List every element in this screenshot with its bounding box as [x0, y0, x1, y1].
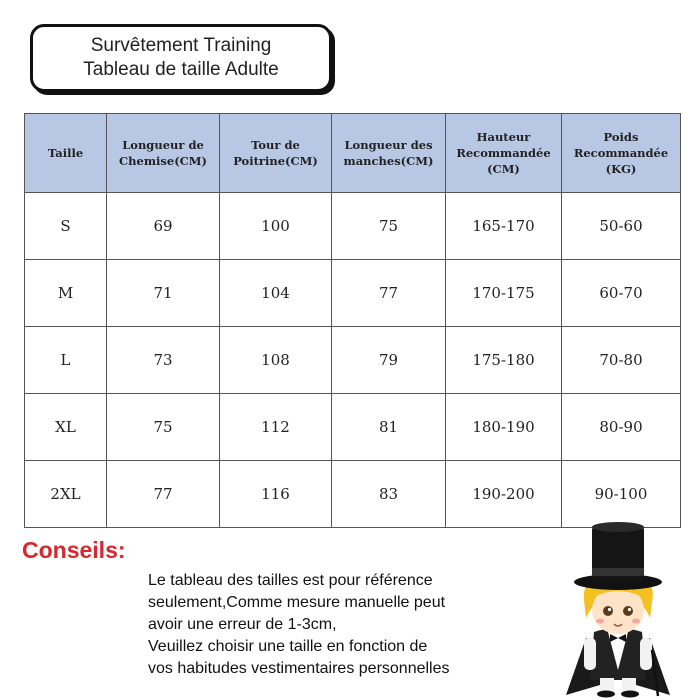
table-cell: 79: [332, 327, 446, 394]
table-cell: 81: [332, 394, 446, 461]
column-header: [332, 114, 446, 193]
conseils-line: seulement,Comme mesure manuelle peut: [148, 594, 446, 611]
table-cell: 73: [107, 327, 220, 394]
column-header-line: Chemise(CM): [119, 154, 207, 168]
conseils-line: Le tableau des tailles est pour référence: [148, 572, 433, 589]
table-row: [25, 327, 681, 394]
column-header-line: (KG): [605, 162, 637, 176]
table-cell: 175-180: [446, 327, 562, 394]
conseils-title: Conseils:: [22, 537, 126, 563]
column-header-line: (CM): [487, 162, 520, 176]
column-header-line: Recommandée: [456, 146, 551, 160]
table-cell: 77: [107, 461, 220, 528]
column-header-line: Poitrine(CM): [233, 154, 318, 168]
column-header: [107, 114, 220, 193]
table-cell: 70-80: [562, 327, 681, 394]
column-header-line: manches(CM): [343, 154, 434, 168]
table-cell: 77: [332, 260, 446, 327]
column-header: [25, 114, 107, 193]
column-header: [220, 114, 332, 193]
table-cell: 104: [220, 260, 332, 327]
column-header-line: Longueur des: [344, 138, 433, 152]
conseils-line: vos habitudes vestimentaires personnelles: [148, 660, 450, 677]
size-label-cell: 2XL: [25, 461, 107, 528]
table-cell: 170-175: [446, 260, 562, 327]
table-cell: 75: [332, 193, 446, 260]
table-cell: 60-70: [562, 260, 681, 327]
table-cell: 180-190: [446, 394, 562, 461]
column-header-line: Poids: [603, 130, 639, 144]
table-row: [25, 394, 681, 461]
conseils-line: avoir une erreur de 1-3cm,: [148, 616, 337, 633]
title-line-1: Survêtement Training: [90, 35, 272, 56]
table-cell: 71: [107, 260, 220, 327]
table-cell: 69: [107, 193, 220, 260]
table-row: [25, 193, 681, 260]
conseils-line: Veuillez choisir une taille en fonction de: [148, 638, 428, 655]
table-cell: 50-60: [562, 193, 681, 260]
size-label-cell: S: [25, 193, 107, 260]
column-header-line: Recommandée: [573, 146, 669, 160]
table-row: [25, 260, 681, 327]
size-label-cell: XL: [25, 394, 107, 461]
table-cell: 90-100: [562, 461, 681, 528]
table-cell: 165-170: [446, 193, 562, 260]
top-hat-mascot-illustration: [548, 520, 688, 698]
size-label-cell: M: [25, 260, 107, 327]
table-cell: 83: [332, 461, 446, 528]
table-cell: 75: [107, 394, 220, 461]
table-cell: 108: [220, 327, 332, 394]
table-body: [25, 193, 681, 528]
conseils-text: [148, 570, 548, 680]
table-cell: 116: [220, 461, 332, 528]
title-line-2: Tableau de taille Adulte: [83, 59, 279, 80]
table-cell: 80-90: [562, 394, 681, 461]
column-header-line: Longueur de: [122, 138, 204, 152]
column-header-line: Hauteur: [476, 130, 531, 144]
column-header-line: Tour de: [251, 138, 300, 152]
column-header: [446, 114, 562, 193]
column-header-line: Taille: [47, 146, 84, 160]
title-box: [30, 24, 332, 92]
table-cell: 112: [220, 394, 332, 461]
column-header: [562, 114, 681, 193]
size-label-cell: L: [25, 327, 107, 394]
table-cell: 190-200: [446, 461, 562, 528]
size-table: [24, 113, 681, 528]
table-row: [25, 461, 681, 528]
table-header-row: [25, 114, 681, 193]
table-cell: 100: [220, 193, 332, 260]
